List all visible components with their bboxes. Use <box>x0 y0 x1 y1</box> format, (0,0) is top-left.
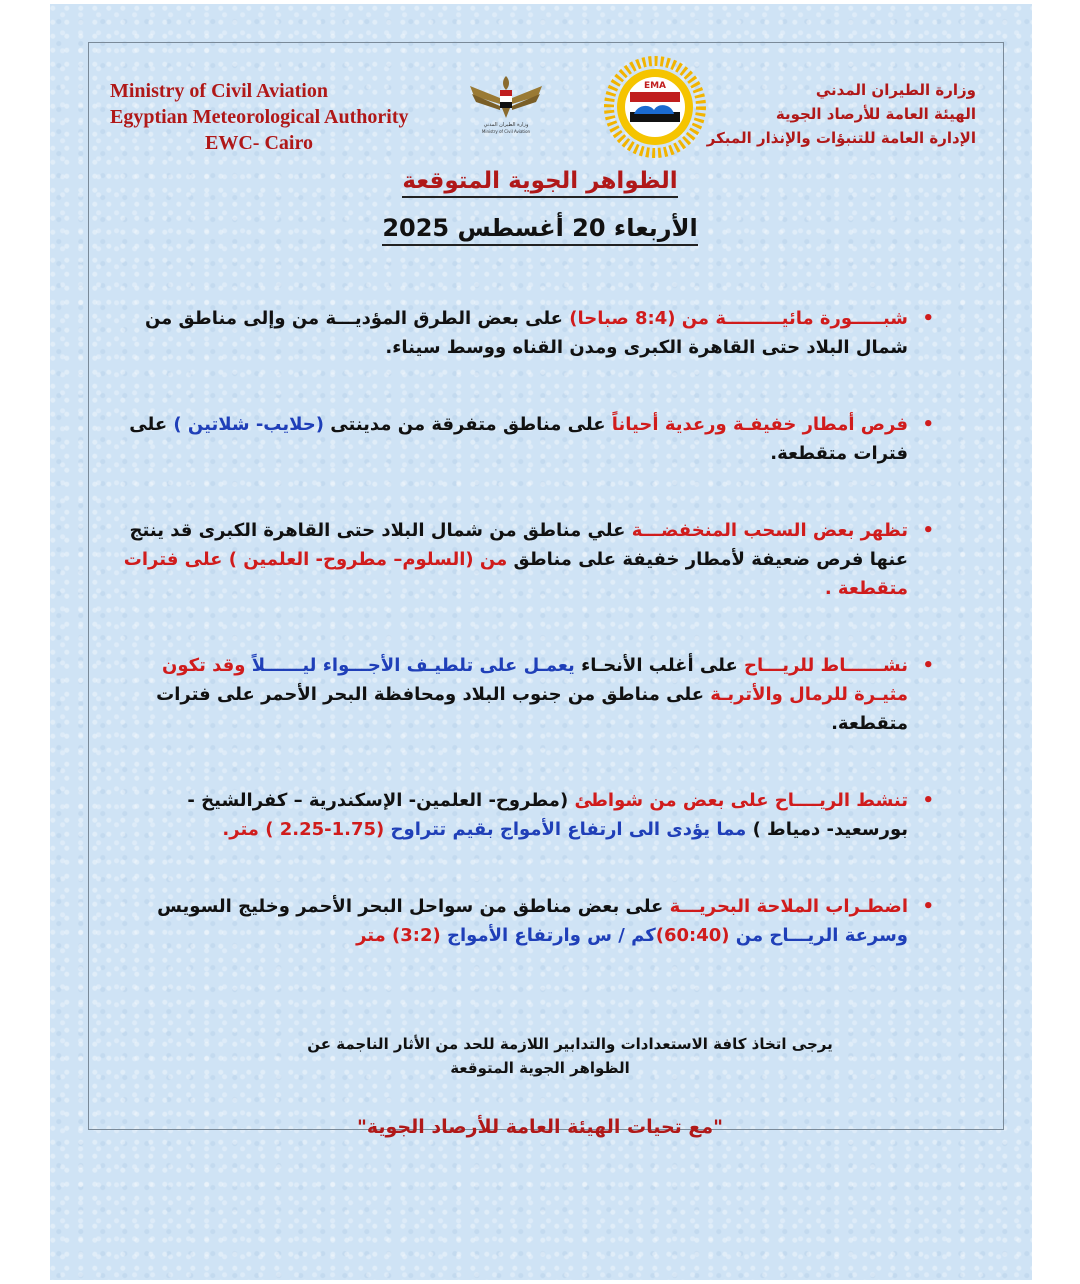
bullet-text-segment: علي مناطق من شمال البلاد حتى القاهرة الكبرى قد ينتج عنها فرص ضعيفة لأمطار خفيفة على مناطق <box>129 520 908 570</box>
bullet-dot-icon: • <box>922 308 934 329</box>
bullet-text-segment: على بعض مناطق من سواحل البحر الأحمر وخليج السويس <box>157 896 670 917</box>
forecast-bullet <box>122 892 934 950</box>
authority-name-ar: الهيئة العامة للأرصاد الجوية <box>775 105 976 123</box>
bullet-text-segment: اضطـراب الملاحة البحريـــة <box>669 896 908 917</box>
closing-note <box>0 1032 1080 1080</box>
forecast-bullet <box>122 651 934 738</box>
bullet-text-segment: على مناطق من جنوب البلاد ومحافظة البحر الأحمر على فترات متقطعة. <box>156 684 908 734</box>
bullet-text-segment: (8:4 صباحا) <box>569 308 676 329</box>
bullet-text-segment: من (السلوم– مطروح- العلمين ) على فترات متقطعة . <box>123 549 908 599</box>
forecast-bullet <box>122 410 934 468</box>
eagle-logo-caption-en: Ministry of Civil Aviation <box>481 129 531 134</box>
bullet-text-segment: تظهر بعض السحب المنخفضـــة <box>631 520 908 541</box>
header-english <box>110 78 450 156</box>
bullet-text-segment: (3:2) متر <box>356 925 441 946</box>
forecast-bullet <box>122 786 934 844</box>
bullet-text-segment: (مطروح- العلمين- الإسكندرية – كفرالشيخ - بورسعيد- دمياط ) <box>187 790 908 840</box>
bullet-text-segment: نشــــــاط للريـــاح <box>744 655 908 676</box>
bullet-dot-icon: • <box>922 896 934 917</box>
bullet-dot-icon: • <box>922 655 934 676</box>
civil-aviation-eagle-logo <box>466 70 546 136</box>
bullet-text-segment: فرص أمطار خفيفـة ورعدية أحياناً <box>611 414 908 435</box>
greeting: "مع تحيات الهيئة العامة للأرصاد الجوية" <box>356 1116 724 1138</box>
document-title: الظواهر الجوية المتوقعة <box>0 168 1080 194</box>
forecast-bullet <box>122 516 934 603</box>
closing-line-1: يرجى اتخاذ كافة الاستعدادات والتدابير اللازمة للحد من الأثار الناجمة عن <box>307 1035 833 1053</box>
bullet-text-segment: كم / س وارتفاع الأمواج <box>440 925 656 946</box>
closing-line-2: الظواهر الجوية المتوقعة <box>450 1059 630 1077</box>
bullet-text-segment: على مناطق متفرقة من مدينتى <box>324 414 612 435</box>
ema-logo-text: EMA <box>643 81 667 91</box>
bullet-text-segment: (60:40) <box>655 925 730 946</box>
bullet-text-segment: وسرعة الريـــاح من <box>729 925 908 946</box>
bullet-dot-icon: • <box>922 520 934 541</box>
header-arabic <box>636 78 976 150</box>
department-name-ar: الإدارة العامة للتنبؤات والإنذار المبكر <box>706 129 976 147</box>
authority-name-en: Egyptian Meteorological Authority <box>110 106 409 128</box>
bullet-text-segment: على أغلب الأنحـاء <box>574 655 745 676</box>
bullet-dot-icon: • <box>922 414 934 435</box>
bullet-dot-icon: • <box>922 790 934 811</box>
bullet-text-segment: على بعض الطرق المؤديـــة من وإلى مناطق من شمال البلاد حتى القاهرة الكبرى ومدن القناه ووسط سيناء. <box>144 308 908 358</box>
center-name-en: EWC- Cairo <box>205 132 313 154</box>
ministry-name-en: Ministry of Civil Aviation <box>110 80 328 102</box>
bullet-text-segment: (1.75-2.25 ) متر. <box>222 819 391 840</box>
bullet-text-segment: شبـــــورة مائيـــــــــة من <box>675 308 908 329</box>
eagle-logo-caption-ar: وزارة الطيران المدني <box>483 122 529 128</box>
bullet-text-segment: وقد تكون مثيـرة للرمال والأتربـة <box>161 655 908 705</box>
bullet-text-segment: مما يؤدى الى ارتفاع الأمواج بقيم تتراوح <box>390 819 747 840</box>
forecast-bullet <box>122 304 934 362</box>
bullet-text-segment: (حلايب- شلاتين ) <box>173 414 324 435</box>
ministry-name-ar: وزارة الطيران المدني <box>815 81 976 99</box>
forecast-bullet-list <box>122 304 934 998</box>
document-date: الأربعاء 20 أغسطس 2025 <box>0 214 1080 242</box>
bullet-text-segment: تنشط الريــــاح على بعض من شواطئ <box>574 790 908 811</box>
bullet-text-segment: على فترات متقطعة. <box>129 414 908 464</box>
bullet-text-segment: يعمـل على تلطيـف الأجـــواء ليــــــلاً <box>251 655 575 676</box>
